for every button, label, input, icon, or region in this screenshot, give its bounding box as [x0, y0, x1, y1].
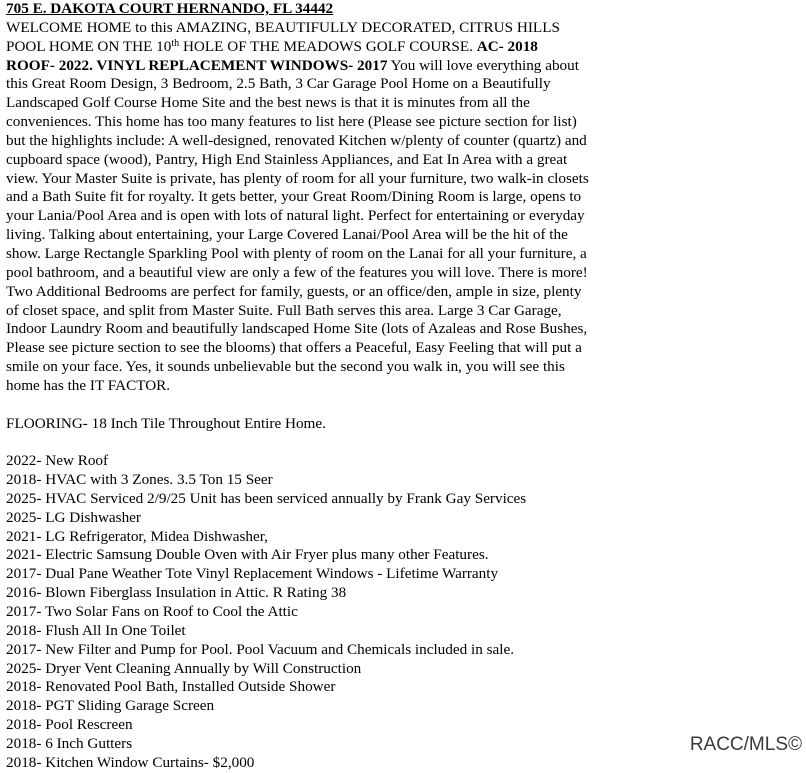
intro-line — [6, 75, 802, 94]
intro-line — [6, 151, 802, 170]
intro-line — [6, 57, 802, 76]
text-run: You will love everything about — [387, 56, 579, 74]
superscript-text: th — [171, 37, 180, 49]
text-run: smile on your face. Yes, it sounds unbelievable but the second you walk in, you will see this — [6, 358, 565, 376]
bold-text: ROOF- 2022. VINYL REPLACEMENT WINDOWS- 2017 — [6, 56, 388, 74]
text-run: cupboard space (wood), Pantry, High End Stainless Appliances, and Eat In Area with a great — [6, 150, 568, 168]
text-run: your Lania/Pool Area and is open with lots of natural light. Perfect for entertaining or everyday — [6, 207, 585, 225]
intro-line — [6, 264, 802, 283]
text-run: Two Additional Bedrooms are perfect for family, guests, or an office/den, ample in size, plenty — [6, 282, 582, 300]
text-run: show. Large Rectangle Sparkling Pool with plenty of room on the Lanai for all your furniture, a — [6, 244, 587, 262]
property-address-title: 705 E. DAKOTA COURT HERNANDO, FL 34442 — [6, 0, 334, 17]
update-item: 2018- Renovated Pool Bath, Installed Outside Shower — [6, 678, 336, 696]
flooring-note: FLOORING- 18 Inch Tile Throughout Entire Home. — [6, 414, 326, 432]
update-item: 2022- New Roof — [6, 452, 109, 470]
update-item: 2018- PGT Sliding Garage Screen — [6, 697, 215, 715]
text-run: conveniences. This home has too many features to list here (Please see picture section for list) — [6, 113, 577, 131]
intro-line — [6, 94, 802, 113]
text-run: POOL HOME ON THE 10 — [6, 37, 172, 55]
text-run: Please see picture section to see the blooms) that offers a Peaceful, Easy Feeling that will put a — [6, 339, 582, 357]
intro-line — [6, 188, 802, 207]
text-run: living. Talking about entertaining, your Large Covered Lanai/Pool Area will be the hit of the — [6, 226, 568, 244]
intro-line — [6, 132, 802, 151]
intro-line — [6, 358, 802, 377]
updates-list — [6, 452, 802, 772]
text-run: but the highlights include: A well-designed, renovated Kitchen w/plenty of counter (quartz) and — [6, 131, 587, 149]
spacer — [6, 396, 802, 415]
update-item: 2025- Dryer Vent Cleaning Annually by Will Construction — [6, 659, 362, 677]
intro-line — [6, 320, 802, 339]
document-page — [6, 0, 802, 773]
text-run: Indoor Laundry Room and beautifully landscaped Home Site (lots of Azaleas and Rose Bushes, — [6, 320, 588, 338]
text-run: home has the IT FACTOR. — [6, 376, 171, 394]
update-item: 2016- Blown Fiberglass Insulation in Attic. R Rating 38 — [6, 584, 347, 602]
update-item: 2021- Electric Samsung Double Oven with Air Fryer plus many other Features. — [6, 546, 489, 564]
text-run: HOLE OF THE MEADOWS GOLF COURSE. — [179, 37, 477, 55]
text-run: and a Bath Suite fit for royalty. It gets better, your Great Room/Dining Room is large, opens to — [6, 188, 582, 206]
update-item: 2018- Flush All In One Toilet — [6, 621, 186, 639]
spacer — [6, 433, 802, 452]
intro-line — [6, 207, 802, 226]
intro-description — [6, 19, 802, 396]
update-item: 2021- LG Refrigerator, Midea Dishwasher, — [6, 527, 268, 545]
intro-line — [6, 302, 802, 321]
update-item: 2025- LG Dishwasher — [6, 508, 141, 526]
update-item: 2025- HVAC Serviced 2/9/25 Unit has been serviced annually by Frank Gay Services — [6, 489, 527, 507]
update-item: 2017- Dual Pane Weather Tote Vinyl Replacement Windows - Lifetime Warranty — [6, 565, 499, 583]
text-run: WELCOME HOME to this AMAZING, BEAUTIFULLY DECORATED, CITRUS HILLS — [6, 18, 560, 36]
text-run: pool bathroom, and a beautiful view are only a few of the features you will love. There is more! — [6, 263, 588, 281]
update-item: 2018- Pool Rescreen — [6, 716, 133, 734]
intro-line — [6, 38, 802, 57]
intro-line — [6, 113, 802, 132]
text-run: Landscaped Golf Course Home Site and the best news is that it is minutes from all the — [6, 94, 530, 112]
update-item: 2017- Two Solar Fans on Roof to Cool the Attic — [6, 603, 298, 620]
intro-line — [6, 245, 802, 264]
update-item: 2017- New Filter and Pump for Pool. Pool Vacuum and Chemicals included in sale. — [6, 640, 515, 658]
intro-line — [6, 170, 802, 189]
bold-text: AC- 2018 — [476, 37, 538, 55]
text-run: of closet space, and split from Master Suite. Full Bath serves this area. Large 3 Car Garage, — [6, 301, 562, 319]
intro-line — [6, 377, 802, 396]
intro-line — [6, 226, 802, 245]
intro-line — [6, 339, 802, 358]
intro-line — [6, 283, 802, 302]
update-item: 2018- Kitchen Window Curtains- $2,000 — [6, 753, 255, 771]
mls-watermark: RACC/MLS© — [689, 734, 802, 755]
update-item: 2018- HVAC with 3 Zones. 3.5 Ton 15 Seer — [6, 471, 273, 489]
intro-line — [6, 19, 802, 38]
text-run: view. Your Master Suite is private, has plenty of room for all your furniture, two walk-in closets — [6, 169, 589, 187]
text-run: this Great Room Design, 3 Bedroom, 2.5 Bath, 3 Car Garage Pool Home on a Beautifully — [6, 75, 551, 93]
update-item: 2018- 6 Inch Gutters — [6, 734, 133, 752]
